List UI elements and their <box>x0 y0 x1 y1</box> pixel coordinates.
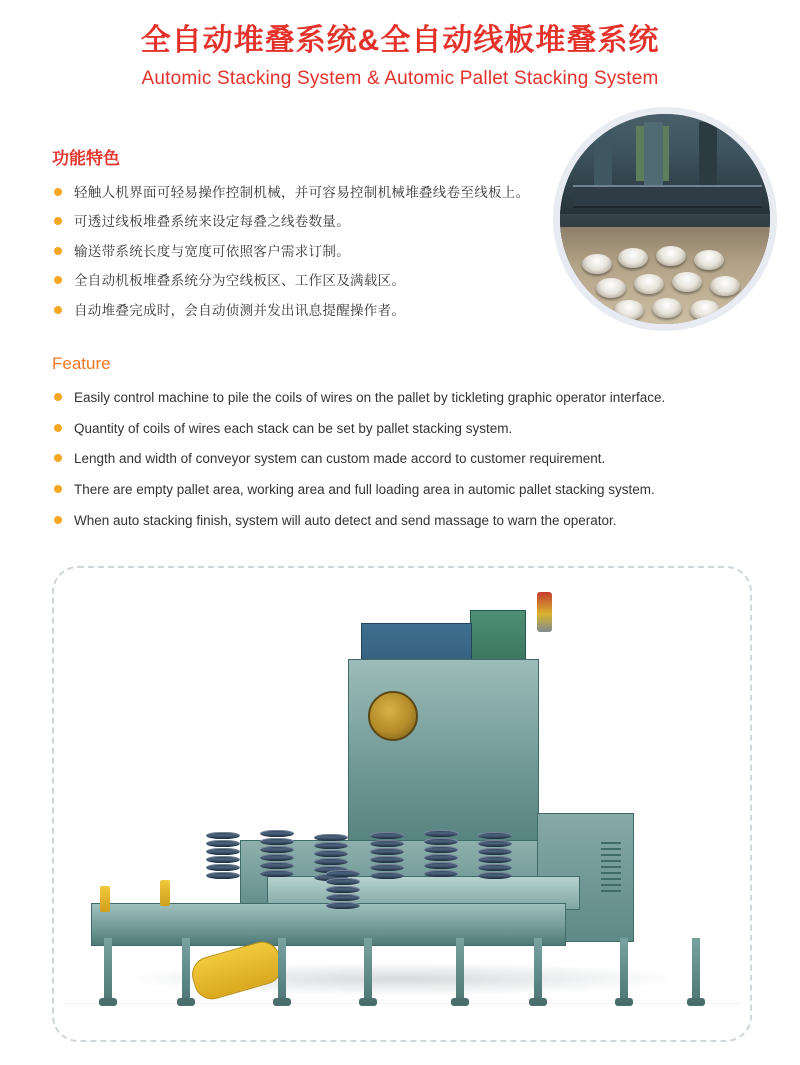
list-item-text: Length and width of conveyor system can custom made accord to customer requirement. <box>74 451 606 467</box>
list-item-text: 全自动机板堆叠系统分为空线板区、工作区及满载区。 <box>74 273 406 289</box>
coil-ring <box>424 862 458 869</box>
coil-ring <box>314 858 348 865</box>
photo-coil <box>652 298 682 318</box>
list-item <box>52 212 572 232</box>
coil-ring <box>314 842 348 849</box>
product-photo <box>52 566 752 1042</box>
coil-ring <box>260 862 294 869</box>
list-item <box>52 388 752 408</box>
feature-section-cn <box>52 144 572 321</box>
coil-ring <box>326 878 360 885</box>
coil-ring <box>478 848 512 855</box>
coil-ring <box>370 864 404 871</box>
page-header <box>0 0 800 90</box>
coil-ring <box>314 834 348 841</box>
coil-ring <box>424 854 458 861</box>
coil-ring <box>370 832 404 839</box>
bullet-dot-icon <box>54 247 62 255</box>
machine-leg <box>692 938 700 1000</box>
list-item-text: Quantity of coils of wires each stack can be set by pallet stacking system. <box>74 420 513 436</box>
closeup-photo <box>560 114 770 324</box>
coil-ring <box>326 902 360 909</box>
bullet-dot-icon <box>54 485 62 493</box>
wire-reel <box>368 691 418 741</box>
coil-ring <box>326 886 360 893</box>
coil-ring <box>478 856 512 863</box>
coil-ring <box>314 850 348 857</box>
feature-list-cn <box>52 183 572 321</box>
photo-coil <box>618 248 648 268</box>
coil-ring <box>424 846 458 853</box>
photo-coil <box>582 254 612 274</box>
bullet-dot-icon <box>54 424 62 432</box>
photo-post-2 <box>644 122 663 193</box>
machine-leg <box>534 938 542 1000</box>
coil-stack <box>260 830 294 878</box>
list-item-text: 轻触人机界面可轻易操作控制机械，并可容易控制机械堆叠线卷至线板上。 <box>74 184 530 200</box>
machine-leg <box>620 938 628 1000</box>
machine-leg <box>278 938 286 1000</box>
product-photo-image <box>64 578 740 1030</box>
list-item <box>52 183 572 203</box>
photo-post-3 <box>699 122 718 193</box>
coil-stack <box>206 832 240 880</box>
coil-ring <box>478 832 512 839</box>
bullet-dot-icon <box>54 393 62 401</box>
bullet-dot-icon <box>54 454 62 462</box>
list-item-text: 自动堆叠完成时，会自动侦测并发出讯息提醒操作者。 <box>74 302 406 318</box>
bullet-dot-icon <box>54 188 62 196</box>
photo-coil <box>672 272 702 292</box>
list-item <box>52 271 572 291</box>
coil-ring <box>260 838 294 845</box>
coil-ring <box>370 872 404 879</box>
coil-ring <box>206 864 240 871</box>
coil-ring <box>478 872 512 879</box>
closeup-photo-image <box>560 114 770 324</box>
coil-ring <box>260 846 294 853</box>
coil-ring <box>206 872 240 879</box>
bullet-dot-icon <box>54 306 62 314</box>
feature-heading-en: Feature <box>52 354 111 374</box>
coil-ring <box>424 838 458 845</box>
list-item <box>52 480 752 500</box>
photo-coil <box>596 278 626 298</box>
photo-coil <box>634 274 664 294</box>
coil-ring <box>424 870 458 877</box>
yellow-guide-post <box>160 880 170 906</box>
photo-coil <box>614 300 644 320</box>
machine-leg <box>364 938 372 1000</box>
bullet-dot-icon <box>54 516 62 524</box>
photo-coil <box>694 250 724 270</box>
leg-foot <box>451 998 469 1006</box>
coil-ring <box>478 840 512 847</box>
bullet-dot-icon <box>54 217 62 225</box>
photo-coil <box>690 300 720 320</box>
coil-ring <box>206 848 240 855</box>
leg-foot <box>273 998 291 1006</box>
yellow-guide-post <box>100 886 110 912</box>
coil-ring <box>424 830 458 837</box>
leg-foot <box>99 998 117 1006</box>
leg-foot <box>615 998 633 1006</box>
list-item <box>52 419 752 439</box>
floor-line <box>64 1003 740 1004</box>
feature-section-en <box>52 354 752 530</box>
coil-ring <box>206 832 240 839</box>
list-item <box>52 301 572 321</box>
machine-leg <box>104 938 112 1000</box>
feature-list-en <box>52 388 752 530</box>
coil-ring <box>370 856 404 863</box>
coil-ring <box>326 870 360 877</box>
photo-beam <box>573 185 762 208</box>
page-title-en: Automic Stacking System & Automic Pallet Stacking System <box>141 67 659 89</box>
leg-foot <box>359 998 377 1006</box>
coil-ring <box>370 840 404 847</box>
list-item-text: There are empty pallet area, working area and full loading area in automic pallet stacking system. <box>74 482 655 497</box>
coil-ring <box>260 830 294 837</box>
coil-stack <box>326 870 360 910</box>
coil-ring <box>370 848 404 855</box>
list-item <box>52 242 572 262</box>
feature-heading-cn: 功能特色 <box>52 148 120 168</box>
coil-ring <box>478 864 512 871</box>
bullet-dot-icon <box>54 276 62 284</box>
content-area <box>0 144 800 531</box>
machine-tower <box>348 659 539 851</box>
leg-foot <box>177 998 195 1006</box>
coil-ring <box>206 856 240 863</box>
list-item-text: Easily control machine to pile the coils of wires on the pallet by tickleting graphic operator interface. <box>74 390 666 406</box>
coil-ring <box>260 854 294 861</box>
coil-ring <box>206 840 240 847</box>
photo-coil <box>710 276 740 296</box>
coil-ring <box>260 870 294 877</box>
photo-coil <box>656 246 686 266</box>
list-item-text: 输送带系统长度与宽度可依照客户需求订制。 <box>74 243 350 259</box>
page-title-cn: 全自动堆叠系统&全自动线板堆叠系统 <box>140 24 660 57</box>
list-item <box>52 449 752 469</box>
coil-stack <box>370 832 404 880</box>
signal-tower-light <box>537 592 552 633</box>
coil-stack <box>424 830 458 878</box>
machine-leg <box>456 938 464 1000</box>
machine-leg <box>182 938 190 1000</box>
list-item <box>52 511 752 531</box>
photo-post-1 <box>594 122 613 193</box>
list-item-text: 可透过线板堆叠系统来设定每叠之线卷数量。 <box>74 214 350 230</box>
leg-foot <box>529 998 547 1006</box>
coil-stack <box>478 832 512 880</box>
cabinet-vent <box>601 842 622 893</box>
coil-ring <box>326 894 360 901</box>
leg-foot <box>687 998 705 1006</box>
list-item-text: When auto stacking finish, system will auto detect and send massage to warn the operator. <box>74 512 617 528</box>
